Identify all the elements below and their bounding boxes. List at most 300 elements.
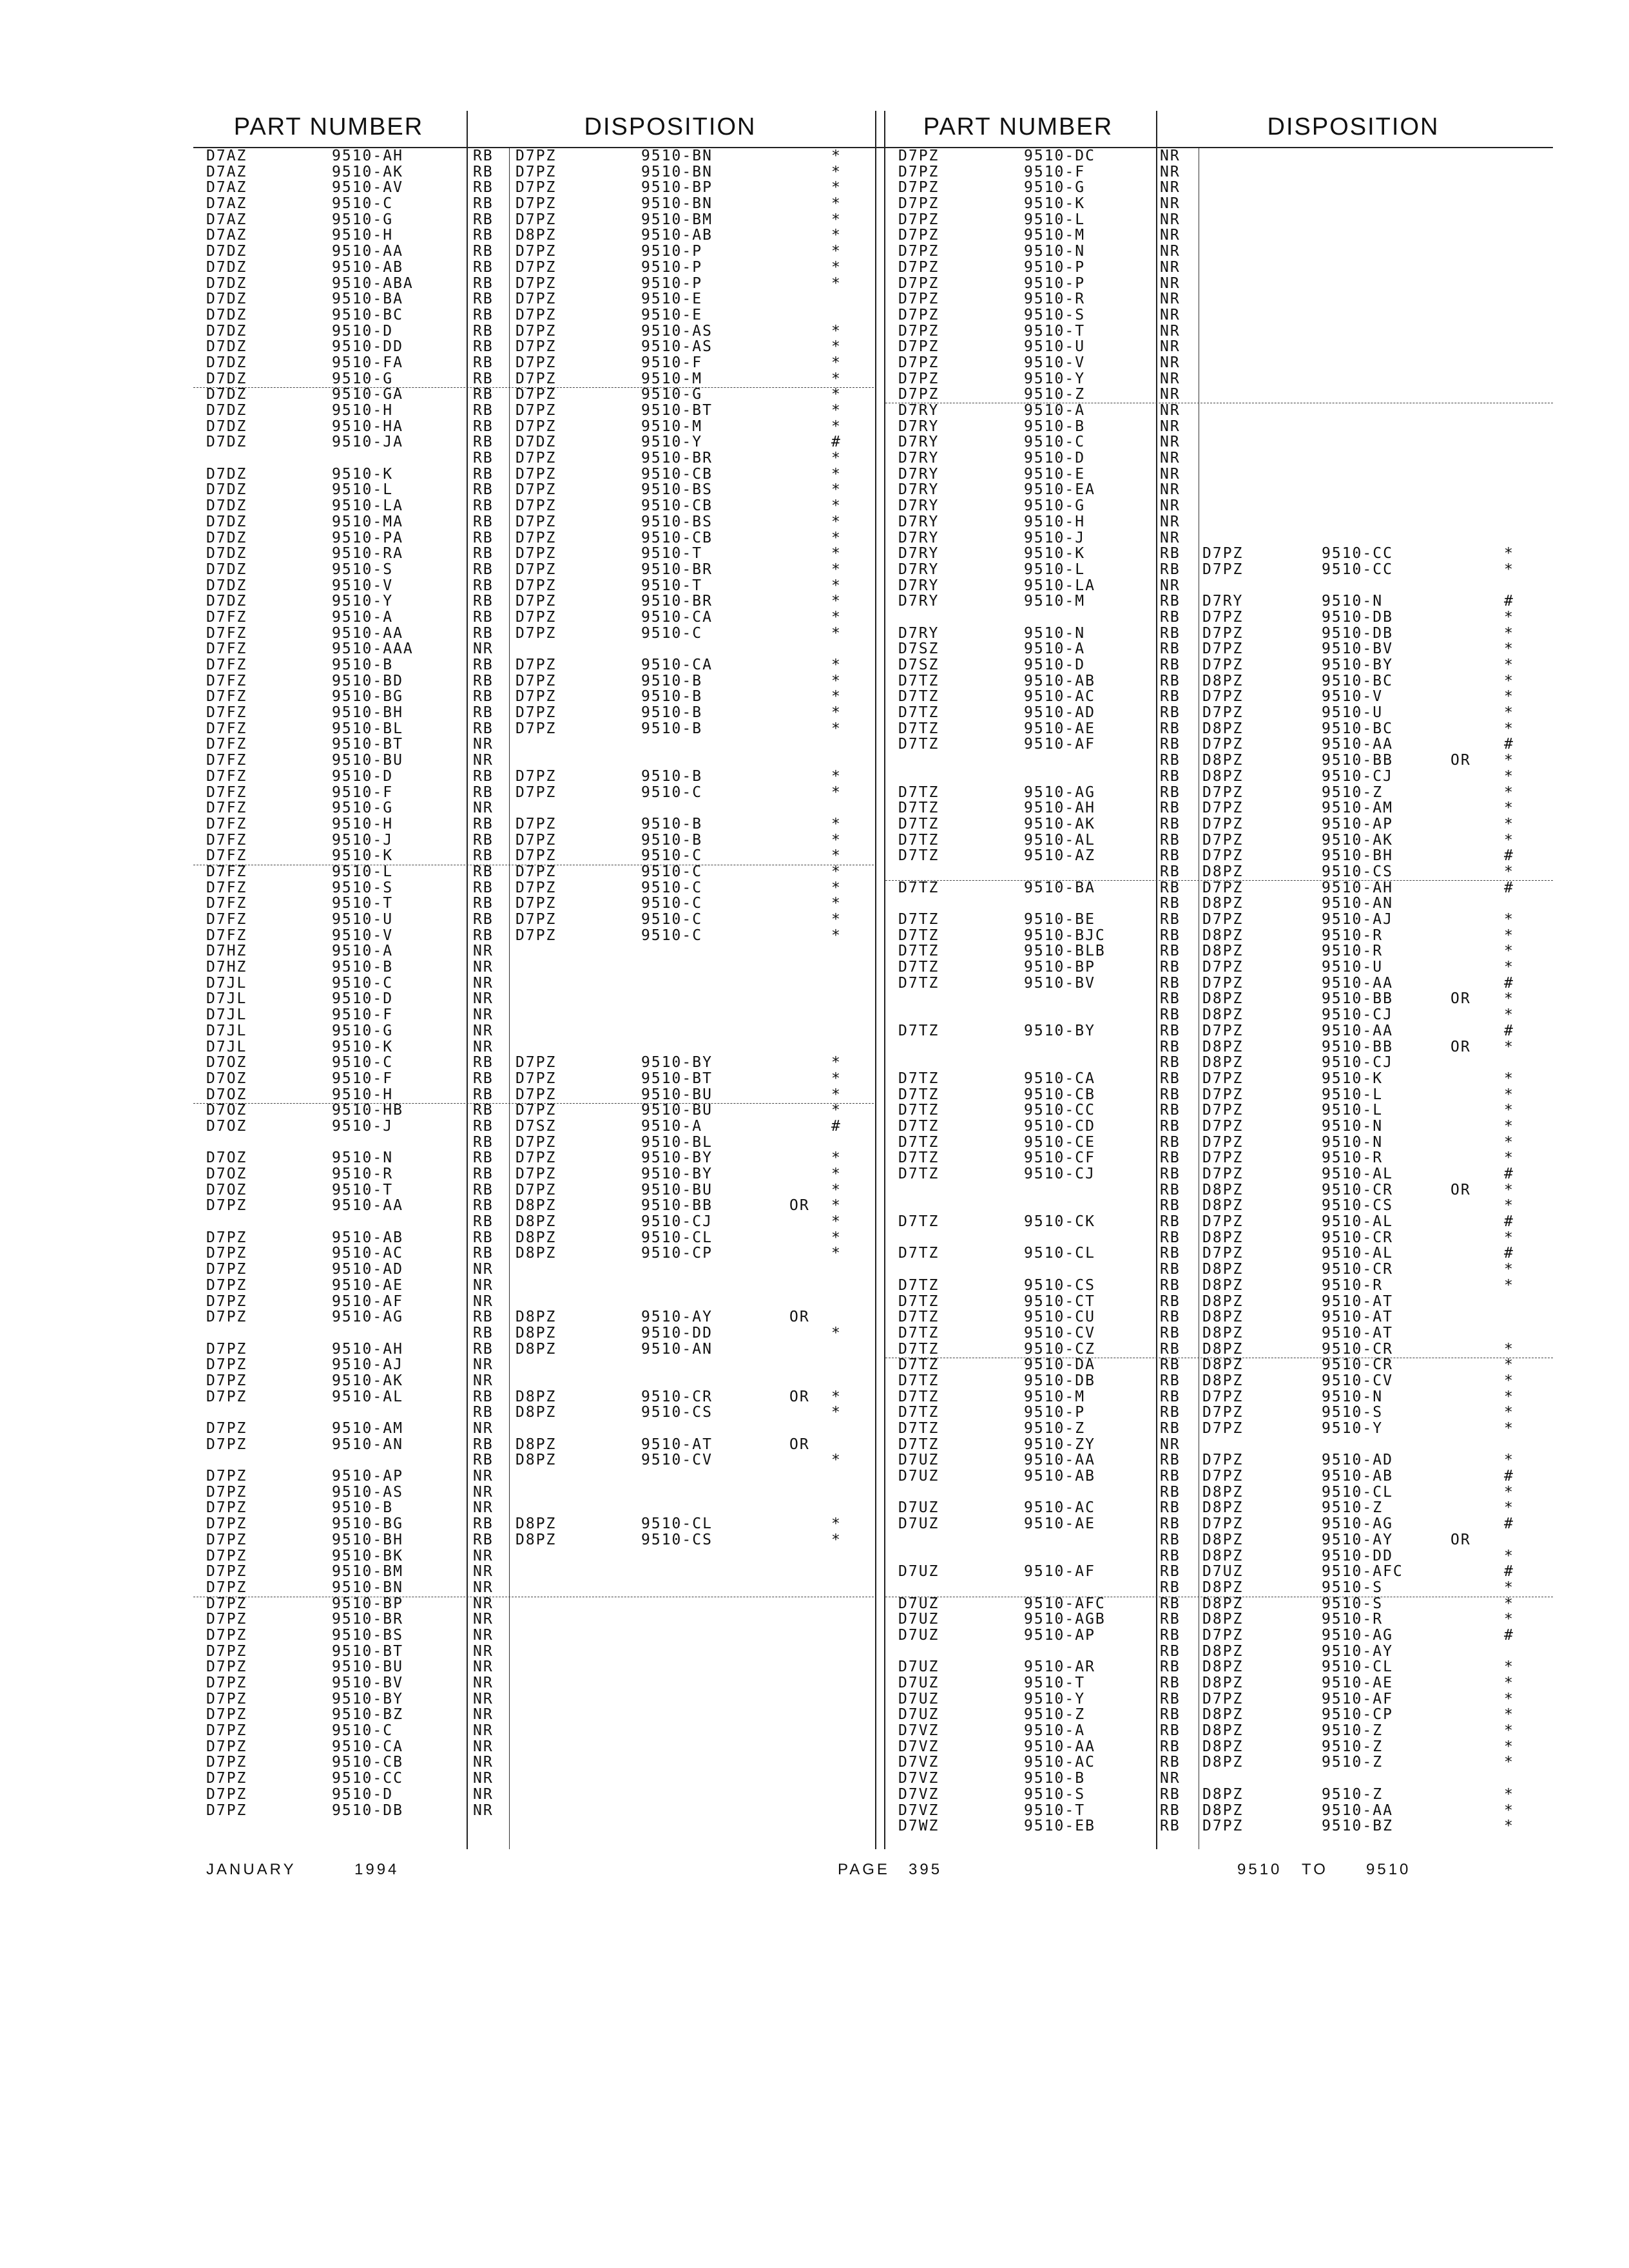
- replacement-prefix: D7PZ: [1202, 1404, 1244, 1421]
- part-suffix: 9510-K: [1024, 195, 1086, 213]
- part-suffix: 9510-BL: [332, 720, 403, 737]
- note-mark: #: [1504, 593, 1514, 610]
- table-row: [193, 769, 874, 785]
- replacement-prefix: D8PZ: [516, 1309, 557, 1326]
- note-mark: *: [831, 1102, 842, 1119]
- table-row: [193, 928, 874, 944]
- note-mark: *: [1504, 1547, 1514, 1564]
- table-row: [885, 943, 1553, 959]
- part-suffix: 9510-T: [1024, 1802, 1086, 1819]
- table-row: [193, 736, 874, 753]
- part-prefix: D7RY: [898, 545, 940, 562]
- note-mark: *: [1504, 1818, 1514, 1835]
- replacement-suffix: 9510-CV: [641, 1452, 713, 1469]
- disposition-code: NR: [1160, 243, 1181, 260]
- part-suffix: 9510-U: [1024, 338, 1086, 356]
- replacement-suffix: 9510-CR: [1322, 1261, 1393, 1278]
- disposition-code: NR: [473, 1276, 494, 1294]
- part-suffix: 9510-AK: [332, 163, 403, 180]
- part-suffix: 9510-AA: [332, 624, 403, 642]
- replacement-suffix: 9510-Z: [1322, 1722, 1383, 1740]
- table-row: [885, 164, 1553, 180]
- note-mark: *: [1504, 831, 1514, 849]
- disposition-code: RB: [1160, 847, 1181, 865]
- note-mark: *: [1504, 752, 1514, 769]
- part-suffix: 9510-G: [1024, 497, 1086, 515]
- table-row: [885, 196, 1553, 212]
- note-mark: *: [831, 1054, 842, 1072]
- replacement-prefix: D7PZ: [516, 577, 557, 594]
- replacement-prefix: D8PZ: [516, 1404, 557, 1421]
- replacement-suffix: 9510-BN: [641, 148, 713, 164]
- replacement-suffix: 9510-CJ: [1322, 1006, 1393, 1024]
- disposition-code: NR: [1160, 1770, 1181, 1787]
- table-row: [193, 291, 874, 307]
- footer-page-label: PAGE: [838, 1861, 890, 1878]
- replacement-prefix: D7PZ: [1202, 561, 1244, 578]
- part-prefix: D7PZ: [898, 163, 940, 180]
- part-suffix: 9510-F: [332, 783, 394, 801]
- part-prefix: D7PZ: [898, 195, 940, 213]
- left-part-number-header: PART NUMBER: [233, 113, 424, 140]
- replacement-suffix: 9510-AA: [1322, 1802, 1393, 1819]
- part-suffix: 9510-V: [332, 927, 394, 944]
- note-mark: *: [1504, 688, 1514, 706]
- note-mark: *: [1504, 1611, 1514, 1628]
- part-suffix: 9510-D: [332, 1785, 394, 1803]
- replacement-prefix: D7PZ: [516, 163, 557, 180]
- replacement-prefix: D7PZ: [1202, 831, 1244, 849]
- part-suffix: 9510-AD: [332, 1261, 403, 1278]
- table-row: [885, 482, 1553, 498]
- part-suffix: 9510-P: [1024, 274, 1086, 292]
- replacement-prefix: D8PZ: [1202, 1785, 1244, 1803]
- table-row: [193, 180, 874, 196]
- part-prefix: D7PZ: [898, 243, 940, 260]
- part-prefix: D7PZ: [206, 1483, 247, 1501]
- replacement-prefix: D8PZ: [1202, 1229, 1244, 1246]
- replacement-prefix: D8PZ: [1202, 1181, 1244, 1198]
- replacement-prefix: D7PZ: [516, 847, 557, 865]
- or-flag: OR: [1451, 1181, 1471, 1198]
- table-row: [193, 721, 874, 737]
- replacement-prefix: D8PZ: [1202, 1340, 1244, 1358]
- replacement-suffix: 9510-BV: [1322, 640, 1393, 658]
- replacement-suffix: 9510-BY: [1322, 657, 1393, 673]
- table-row: [193, 880, 874, 896]
- disposition-code: NR: [473, 990, 494, 1008]
- note-mark: *: [1504, 1675, 1514, 1691]
- part-prefix: D7RY: [898, 434, 940, 451]
- replacement-prefix: D7PZ: [516, 863, 557, 880]
- table-row: [193, 1007, 874, 1023]
- disposition-code: RB: [473, 434, 494, 451]
- part-prefix: D7PZ: [206, 1579, 247, 1596]
- part-suffix: 9510-K: [332, 847, 394, 865]
- part-prefix: D7FZ: [206, 624, 247, 642]
- part-prefix: D7UZ: [898, 1563, 940, 1581]
- table-row: [885, 1421, 1553, 1437]
- table-row: [885, 1102, 1553, 1119]
- disposition-code: RB: [473, 338, 494, 356]
- replacement-prefix: D7PZ: [1202, 1690, 1244, 1707]
- part-prefix: D7PZ: [206, 1690, 247, 1707]
- part-suffix: 9510-CD: [1024, 1117, 1095, 1135]
- table-row: [193, 896, 874, 912]
- disposition-code: NR: [473, 1658, 494, 1676]
- disposition-code: RB: [473, 1117, 494, 1135]
- table-row: [885, 1357, 1553, 1373]
- replacement-prefix: D8PZ: [1202, 1483, 1244, 1501]
- disposition-code: RB: [1160, 895, 1181, 912]
- part-suffix: 9510-AC: [1024, 688, 1095, 706]
- table-row: [193, 164, 874, 180]
- replacement-suffix: 9510-B: [641, 672, 703, 689]
- disposition-code: RB: [1160, 1611, 1181, 1628]
- part-suffix: 9510-AS: [332, 1483, 403, 1501]
- part-prefix: D7TZ: [898, 815, 940, 832]
- replacement-prefix: D8PZ: [1202, 1611, 1244, 1628]
- replacement-suffix: 9510-AT: [1322, 1293, 1393, 1310]
- replacement-suffix: 9510-BY: [641, 1054, 713, 1072]
- table-row: [193, 1564, 874, 1580]
- replacement-prefix: D8PZ: [1202, 863, 1244, 880]
- part-suffix: 9510-A: [332, 943, 394, 960]
- disposition-code: RB: [1160, 704, 1181, 722]
- table-row: [885, 244, 1553, 260]
- table-row: [193, 1214, 874, 1230]
- replacement-suffix: 9510-AS: [641, 338, 713, 356]
- replacement-suffix: 9510-C: [641, 624, 703, 642]
- table-row: [193, 1771, 874, 1787]
- part-suffix: 9510-A: [332, 608, 394, 626]
- part-prefix: D7AZ: [206, 148, 247, 164]
- replacement-suffix: 9510-Z: [1322, 1785, 1383, 1803]
- replacement-prefix: D7PZ: [516, 1070, 557, 1087]
- disposition-code: RB: [473, 561, 494, 578]
- note-mark: *: [1504, 1070, 1514, 1087]
- disposition-code: RB: [1160, 624, 1181, 642]
- table-row: [193, 260, 874, 276]
- replacement-prefix: D8PZ: [1202, 1309, 1244, 1326]
- replacement-suffix: 9510-M: [641, 418, 703, 435]
- replacement-suffix: 9510-CL: [641, 1229, 713, 1246]
- table-row: [193, 1421, 874, 1437]
- disposition-code: RB: [473, 163, 494, 180]
- table-row: [193, 403, 874, 419]
- note-mark: *: [1504, 911, 1514, 928]
- note-mark: *: [831, 1149, 842, 1167]
- part-prefix: D7JL: [206, 1038, 247, 1055]
- part-prefix: D7JL: [206, 990, 247, 1008]
- part-suffix: 9510-L: [1024, 211, 1086, 228]
- note-mark: *: [1504, 815, 1514, 832]
- disposition-code: RB: [1160, 974, 1181, 992]
- replacement-prefix: D7PZ: [1202, 879, 1244, 896]
- table-row: [193, 339, 874, 355]
- part-suffix: 9510-BZ: [332, 1706, 403, 1724]
- replacement-prefix: D7PZ: [1202, 545, 1244, 562]
- table-row: [885, 148, 1553, 164]
- part-prefix: D7FZ: [206, 831, 247, 849]
- table-row: [193, 307, 874, 323]
- replacement-suffix: 9510-U: [1322, 704, 1383, 722]
- part-prefix: D7DZ: [206, 481, 247, 499]
- replacement-suffix: 9510-L: [1322, 1086, 1383, 1103]
- part-prefix: D7TZ: [898, 783, 940, 801]
- replacement-suffix: 9510-T: [641, 545, 703, 562]
- replacement-prefix: D7RY: [1202, 593, 1244, 610]
- part-prefix: D7UZ: [898, 1658, 940, 1676]
- part-suffix: 9510-G: [332, 1022, 394, 1039]
- note-mark: *: [1504, 1229, 1514, 1246]
- disposition-code: RB: [473, 688, 494, 706]
- replacement-suffix: 9510-CR: [1322, 1356, 1393, 1374]
- note-mark: *: [1504, 767, 1514, 785]
- table-row: [885, 1166, 1553, 1182]
- replacement-suffix: 9510-C: [641, 927, 703, 944]
- table-row: [885, 1468, 1553, 1485]
- disposition-code: RB: [473, 322, 494, 340]
- disposition-code: RB: [1160, 1229, 1181, 1246]
- part-suffix: 9510-G: [332, 370, 394, 387]
- note-mark: *: [831, 624, 842, 642]
- part-suffix: 9510-D: [332, 767, 394, 785]
- note-mark: *: [831, 163, 842, 180]
- part-suffix: 9510-PA: [332, 529, 403, 546]
- part-prefix: D7RY: [898, 450, 940, 467]
- table-row: [885, 1437, 1553, 1453]
- table-row: [885, 705, 1553, 721]
- note-mark: *: [831, 720, 842, 737]
- part-prefix: D7TZ: [898, 847, 940, 865]
- group-separator: [193, 387, 874, 388]
- replacement-prefix: D7PZ: [1202, 1468, 1244, 1485]
- replacement-prefix: D7PZ: [1202, 1245, 1244, 1262]
- note-mark: *: [1504, 927, 1514, 944]
- part-suffix: 9510-ZY: [1024, 1436, 1095, 1453]
- note-mark: *: [1504, 1722, 1514, 1740]
- part-prefix: D7TZ: [898, 1276, 940, 1294]
- part-prefix: D7TZ: [898, 1213, 940, 1231]
- part-suffix: 9510-P: [1024, 1404, 1086, 1421]
- part-prefix: D7FZ: [206, 720, 247, 737]
- table-row: [193, 1119, 874, 1135]
- disposition-code: NR: [473, 1420, 494, 1437]
- note-mark: *: [831, 322, 842, 340]
- part-suffix: 9510-H: [332, 227, 394, 244]
- part-suffix: 9510-BA: [1024, 879, 1095, 896]
- replacement-suffix: 9510-BB: [1322, 990, 1393, 1008]
- part-suffix: 9510-G: [1024, 179, 1086, 197]
- replacement-suffix: 9510-C: [641, 783, 703, 801]
- replacement-suffix: 9510-B: [641, 815, 703, 832]
- table-row: [193, 1389, 874, 1405]
- part-suffix: 9510-CZ: [1024, 1340, 1095, 1358]
- note-mark: *: [1504, 1276, 1514, 1294]
- replacement-prefix: D8PZ: [516, 1324, 557, 1341]
- part-suffix: 9510-C: [332, 974, 394, 992]
- table-row: [193, 1500, 874, 1516]
- part-suffix: 9510-N: [332, 1149, 394, 1167]
- table-row: [885, 1214, 1553, 1230]
- disposition-code: NR: [473, 1595, 494, 1612]
- replacement-suffix: 9510-AM: [1322, 800, 1393, 817]
- part-suffix: 9510-T: [332, 895, 394, 912]
- part-prefix: D7PZ: [898, 306, 940, 323]
- table-row: [885, 1644, 1553, 1660]
- disposition-code: RB: [1160, 927, 1181, 944]
- disposition-code: RB: [1160, 1022, 1181, 1039]
- table-row: [193, 1787, 874, 1803]
- note-mark: *: [831, 1531, 842, 1548]
- replacement-suffix: 9510-A: [641, 1117, 703, 1135]
- replacement-suffix: 9510-Z: [1322, 1499, 1383, 1517]
- part-prefix: D7PZ: [898, 370, 940, 387]
- note-mark: *: [831, 863, 842, 880]
- replacement-prefix: D7PZ: [516, 481, 557, 499]
- part-prefix: D7OZ: [206, 1070, 247, 1087]
- part-suffix: 9510-AF: [332, 1293, 403, 1310]
- replacement-prefix: D7PZ: [1202, 800, 1244, 817]
- disposition-code: NR: [1160, 322, 1181, 340]
- replacement-suffix: 9510-BS: [641, 513, 713, 530]
- note-mark: *: [831, 593, 842, 610]
- part-suffix: 9510-AD: [1024, 704, 1095, 722]
- part-suffix: 9510-AF: [1024, 1563, 1095, 1581]
- part-suffix: 9510-DB: [332, 1802, 403, 1819]
- replacement-prefix: D7PZ: [516, 243, 557, 260]
- part-prefix: D7VZ: [898, 1785, 940, 1803]
- replacement-prefix: D7PZ: [516, 657, 557, 673]
- table-row: [885, 848, 1553, 864]
- replacement-suffix: 9510-CB: [641, 497, 713, 515]
- table-row: [193, 1691, 874, 1707]
- disposition-code: RB: [473, 1388, 494, 1405]
- note-mark: *: [831, 1197, 842, 1215]
- table-row: [193, 514, 874, 530]
- replacement-prefix: D7PZ: [516, 370, 557, 387]
- replacement-suffix: 9510-P: [641, 243, 703, 260]
- part-prefix: D7RY: [898, 402, 940, 419]
- disposition-code: RB: [473, 704, 494, 722]
- replacement-prefix: D7PZ: [1202, 1149, 1244, 1167]
- replacement-prefix: D8PZ: [1202, 1324, 1244, 1341]
- disposition-code: RB: [1160, 1452, 1181, 1469]
- disposition-code: RB: [1160, 736, 1181, 753]
- disposition-code: RB: [473, 847, 494, 865]
- part-prefix: D7RY: [898, 497, 940, 515]
- part-prefix: D7DZ: [206, 291, 247, 308]
- replacement-suffix: 9510-Y: [641, 434, 703, 451]
- part-prefix: D7PZ: [898, 386, 940, 403]
- part-suffix: 9510-BS: [332, 1626, 403, 1644]
- replacement-suffix: 9510-CP: [1322, 1706, 1393, 1724]
- part-prefix: D7FZ: [206, 608, 247, 626]
- table-row: [885, 307, 1553, 323]
- replacement-suffix: 9510-BB: [1322, 1038, 1393, 1055]
- table-row: [193, 276, 874, 292]
- replacement-prefix: D8PZ: [1202, 1276, 1244, 1294]
- note-mark: *: [1504, 672, 1514, 689]
- part-prefix: D7UZ: [898, 1452, 940, 1469]
- replacement-prefix: D7PZ: [1202, 959, 1244, 976]
- part-prefix: D7UZ: [898, 1595, 940, 1612]
- disposition-code: RB: [473, 720, 494, 737]
- part-suffix: 9510-BR: [332, 1611, 403, 1628]
- table-row: [193, 1628, 874, 1644]
- note-mark: *: [831, 545, 842, 562]
- note-mark: *: [831, 497, 842, 515]
- part-suffix: 9510-MA: [332, 513, 403, 530]
- disposition-code: RB: [1160, 688, 1181, 706]
- part-suffix: 9510-BK: [332, 1547, 403, 1564]
- disposition-code: NR: [1160, 497, 1181, 515]
- table-row: [193, 355, 874, 371]
- part-prefix: D7TZ: [898, 1436, 940, 1453]
- table-row: [885, 1182, 1553, 1198]
- replacement-prefix: D8PZ: [516, 1388, 557, 1405]
- replacement-prefix: D7PZ: [1202, 1420, 1244, 1437]
- disposition-code: RB: [1160, 815, 1181, 832]
- part-prefix: D7PZ: [206, 1372, 247, 1389]
- replacement-suffix: 9510-L: [1322, 1102, 1383, 1119]
- table-row: [193, 1580, 874, 1596]
- table-row: [885, 1245, 1553, 1262]
- note-mark: *: [831, 704, 842, 722]
- part-prefix: D7VZ: [898, 1802, 940, 1819]
- replacement-prefix: D7PZ: [516, 815, 557, 832]
- part-suffix: 9510-B: [332, 657, 394, 673]
- table-row: [885, 434, 1553, 450]
- disposition-code: NR: [473, 1770, 494, 1787]
- disposition-code: NR: [1160, 354, 1181, 371]
- replacement-suffix: 9510-AF: [1322, 1690, 1393, 1707]
- disposition-code: RB: [1160, 1468, 1181, 1485]
- part-suffix: 9510-AZ: [1024, 847, 1095, 865]
- disposition-code: RB: [1160, 1117, 1181, 1135]
- replacement-suffix: 9510-BY: [641, 1166, 713, 1182]
- replacement-prefix: D7PZ: [516, 450, 557, 467]
- part-prefix: D7PZ: [206, 1531, 247, 1548]
- disposition-code: RB: [1160, 1579, 1181, 1596]
- replacement-suffix: 9510-C: [641, 895, 703, 912]
- disposition-code: RB: [1160, 657, 1181, 673]
- replacement-prefix: D7PZ: [516, 624, 557, 642]
- note-mark: *: [831, 243, 842, 260]
- replacement-prefix: D7PZ: [516, 418, 557, 435]
- replacement-suffix: 9510-BU: [641, 1086, 713, 1103]
- disposition-code: RB: [473, 1070, 494, 1087]
- table-row: [193, 1675, 874, 1691]
- part-suffix: 9510-G: [332, 800, 394, 817]
- disposition-code: RB: [1160, 783, 1181, 801]
- replacement-suffix: 9510-AT: [641, 1436, 713, 1453]
- note-mark: #: [1504, 1468, 1514, 1485]
- part-prefix: D7TZ: [898, 1070, 940, 1087]
- part-prefix: D7AZ: [206, 195, 247, 213]
- table-row: [193, 1278, 874, 1294]
- replacement-suffix: 9510-BR: [641, 561, 713, 578]
- replacement-prefix: D7PZ: [516, 545, 557, 562]
- replacement-prefix: D8PZ: [516, 1213, 557, 1231]
- replacement-prefix: D7PZ: [516, 465, 557, 483]
- part-suffix: 9510-AH: [1024, 800, 1095, 817]
- table-row: [885, 1341, 1553, 1358]
- note-mark: *: [831, 815, 842, 832]
- disposition-code: RB: [1160, 1324, 1181, 1341]
- table-row: [885, 641, 1553, 657]
